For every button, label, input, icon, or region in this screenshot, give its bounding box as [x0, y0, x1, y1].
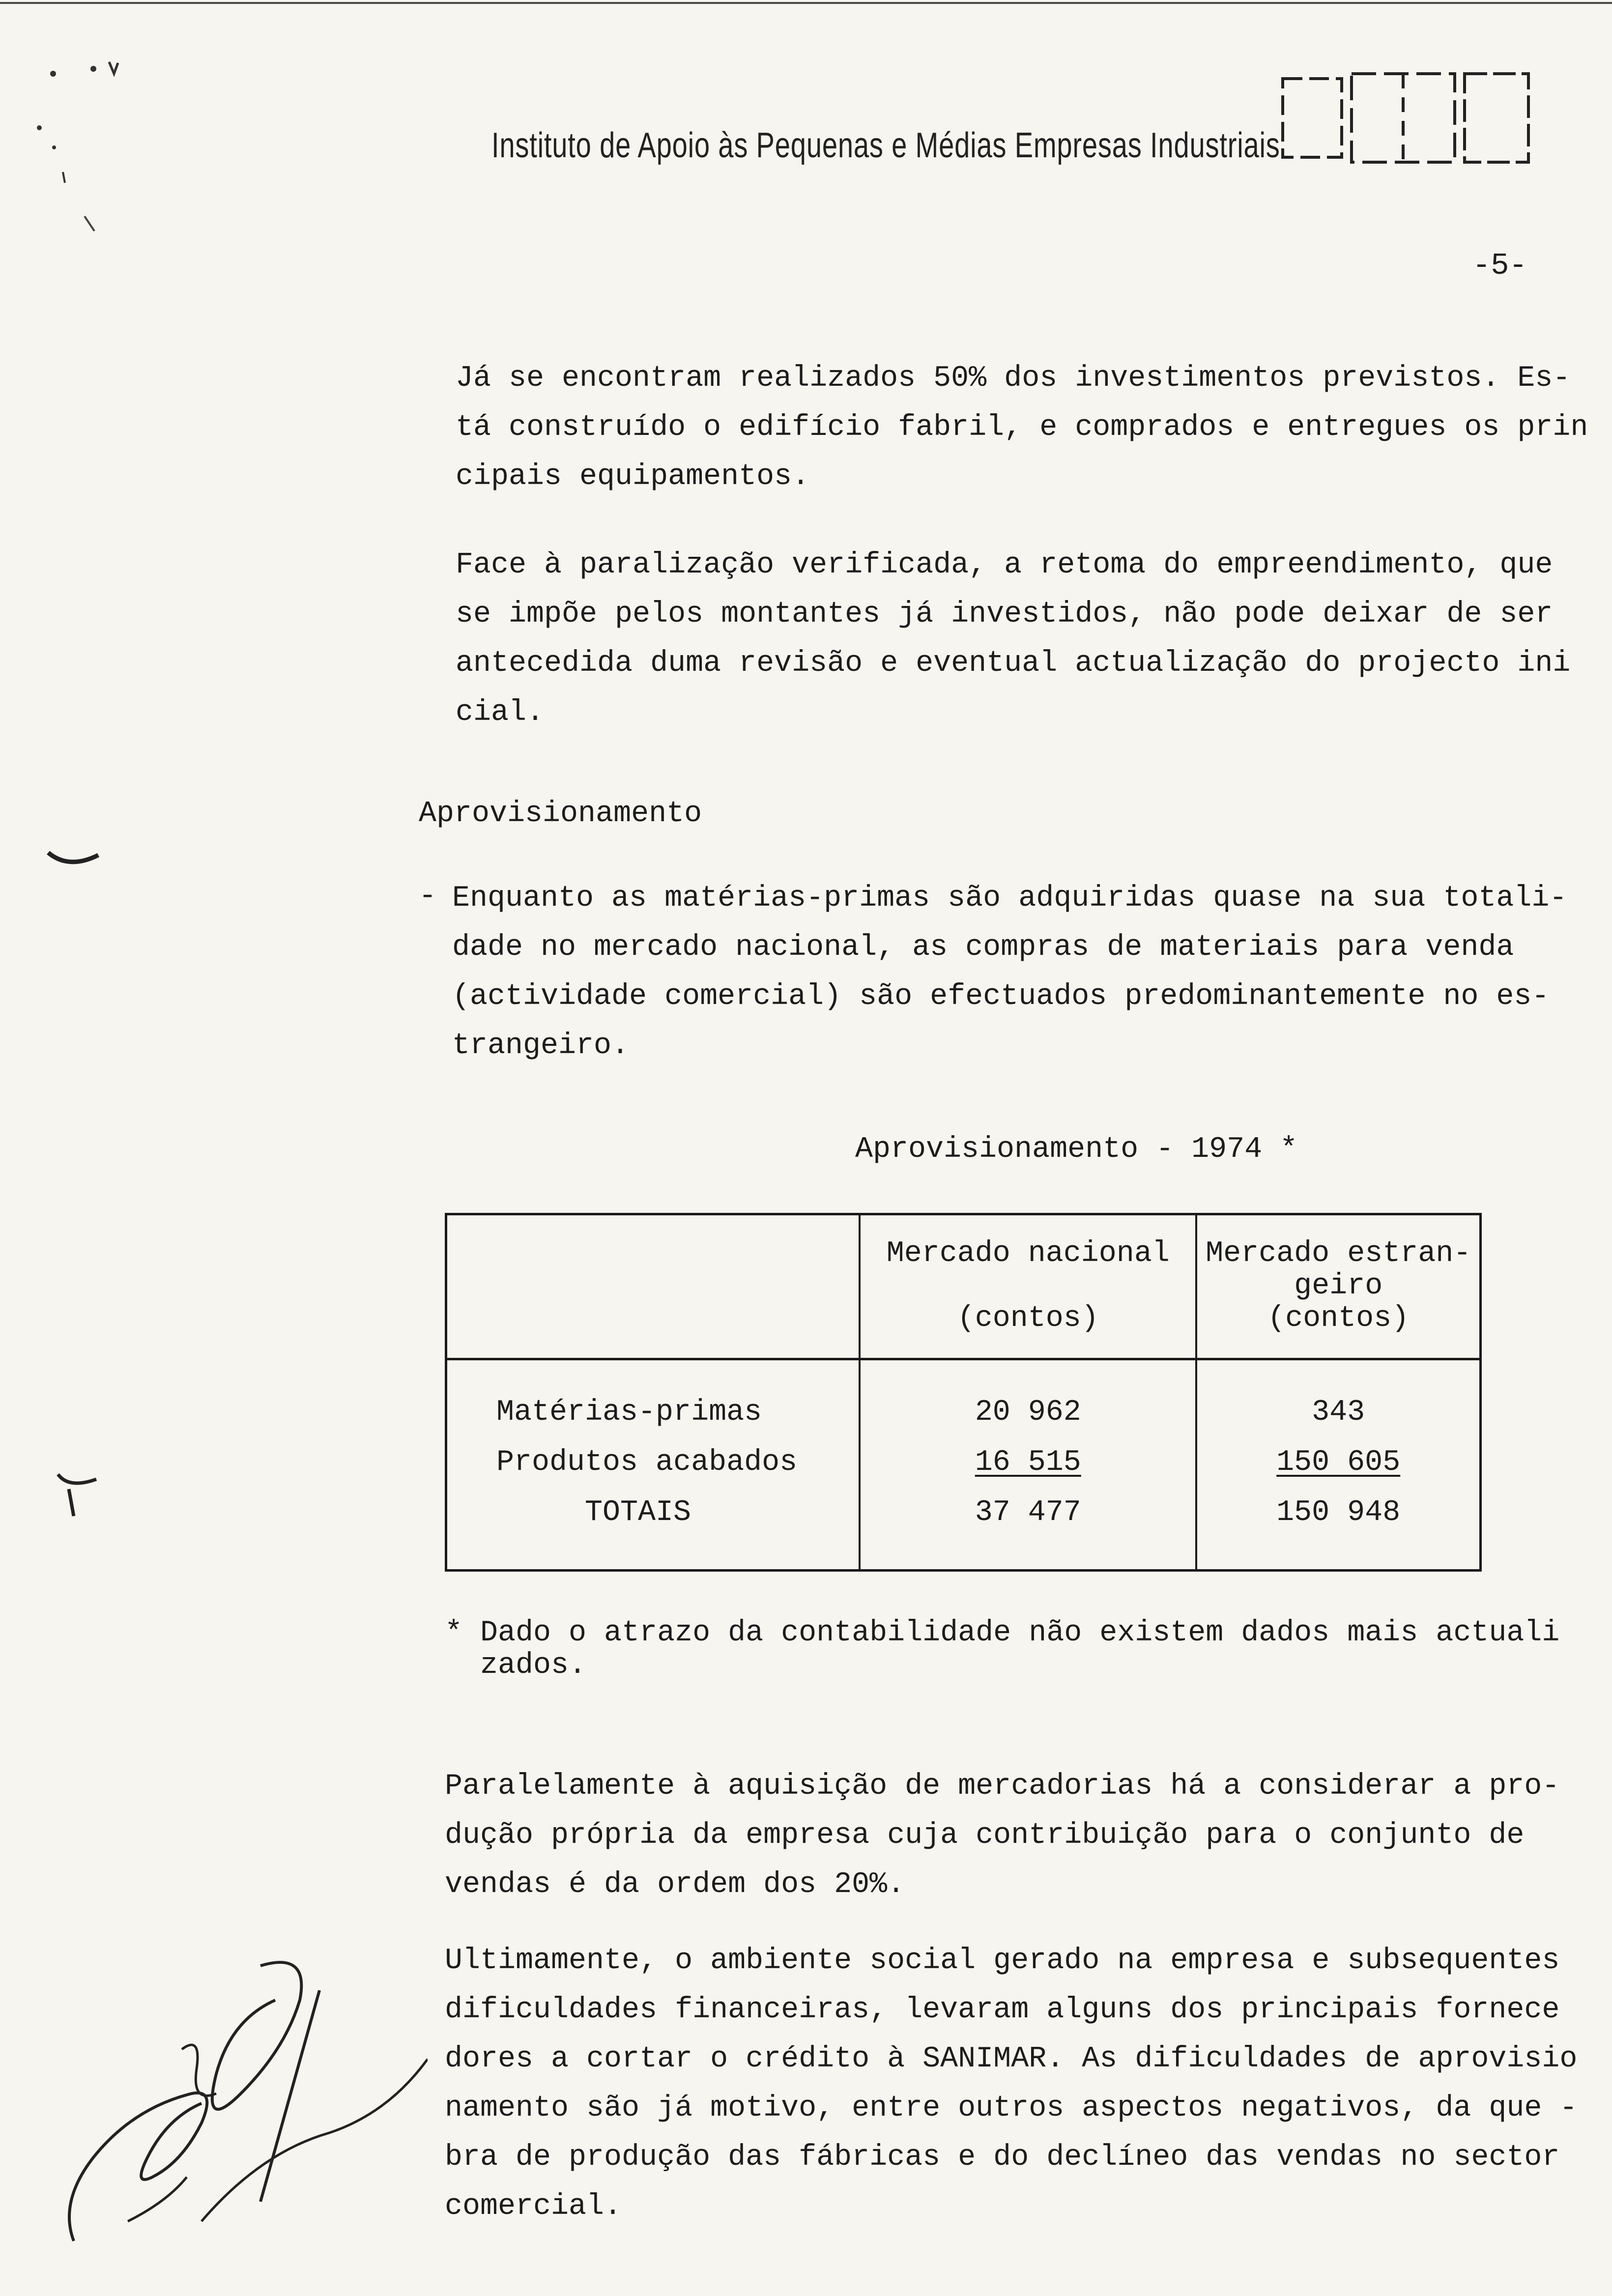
text-line: Ultimamente, o ambiente social gerado na empresa e subsequentes [445, 1944, 1560, 1978]
header-text: (contos) [957, 1302, 1099, 1335]
table-cell: 150 948 [1276, 1496, 1401, 1529]
header-text: geiro [1294, 1269, 1383, 1303]
text-line: tá construído o edifício fabril, e comprados e entregues os prin [456, 411, 1588, 444]
footnote [445, 1617, 1559, 1682]
table-cell: 20 962 [975, 1396, 1081, 1429]
header-mercado-estrangeiro [1196, 1214, 1480, 1359]
paragraph-ultimamente [445, 1936, 1577, 2231]
text-line: dificuldades financeiras, levaram alguns dos principais fornece [445, 1993, 1560, 2027]
header-text: (contos) [1267, 1302, 1410, 1335]
paragraph-paralelamente [445, 1762, 1559, 1909]
page-number: -5- [1472, 248, 1527, 283]
paragraph-retoma [456, 541, 1570, 737]
text-line: dução própria da empresa cuja contribuição para o conjunto de [445, 1819, 1525, 1852]
footnote-line: * Dado o atrazo da contabilidade não existem dados mais actuali [445, 1616, 1560, 1650]
table-caption: Aprovisionamento - 1974 * [855, 1133, 1298, 1166]
nacional-column [860, 1359, 1196, 1571]
institution-header: Instituto de Apoio às Pequenas e Médias Empresas Industriais [491, 126, 1280, 165]
text-line: (actividade comercial) são efectuados predominantemente no es- [452, 980, 1550, 1013]
paragraph-materias [452, 874, 1567, 1070]
text-line: vendas é da ordem dos 20%. [445, 1868, 905, 1901]
text-line: trangeiro. [452, 1029, 630, 1062]
header-mercado-nacional [860, 1214, 1196, 1359]
text-line: Enquanto as matérias-primas são adquiridas quase na sua totali- [452, 882, 1567, 915]
text-line: se impõe pelos montantes já investidos, não pode deixar de ser [456, 598, 1553, 631]
table-cell: 37 477 [975, 1496, 1081, 1529]
header-empty-cell [446, 1214, 860, 1359]
labels-column [446, 1359, 860, 1571]
table-cell: 150 605 [1276, 1446, 1401, 1479]
header-text: Mercado nacional [886, 1237, 1170, 1270]
table-body-row [446, 1359, 1481, 1571]
iapmei-logo-icon [1278, 69, 1533, 172]
text-line: cial. [456, 696, 545, 729]
text-line: namento são já motivo, entre outros aspectos negativos, da que - [445, 2092, 1578, 2125]
handwritten-signature-icon [54, 1946, 428, 2261]
row-label: Produtos acabados [496, 1446, 798, 1479]
text-line: Já se encontram realizados 50% dos investimentos previstos. Es- [456, 362, 1571, 395]
text-line: Face à paralização verificada, a retoma do empreendimento, que [456, 548, 1553, 582]
margin-marks [0, 0, 206, 1573]
paragraph-investimentos [456, 354, 1588, 501]
text-line: dores a cortar o crédito à SANIMAR. As dificuldades de aprovisio [445, 2042, 1578, 2076]
text-line: cipais equipamentos. [456, 460, 810, 493]
text-line: comercial. [445, 2190, 622, 2223]
table-cell: 343 [1312, 1396, 1365, 1429]
row-label: Matérias-primas [496, 1396, 762, 1429]
aprovisionamento-table [445, 1213, 1482, 1572]
footnote-line: zados. [445, 1649, 587, 1682]
table-header-row [446, 1214, 1481, 1359]
header-text: Mercado estran- [1206, 1237, 1471, 1270]
list-dash: - [419, 880, 437, 913]
estrangeiro-column [1196, 1359, 1480, 1571]
text-line: Paralelamente à aquisição de mercadorias há a considerar a pro- [445, 1770, 1560, 1803]
text-line: bra de produção das fábricas e do declíneo das vendas no sector [445, 2141, 1560, 2174]
text-line: dade no mercado nacional, as compras de materiais para venda [452, 931, 1514, 964]
section-heading: Aprovisionamento [419, 797, 702, 831]
top-rule [0, 2, 1612, 4]
row-label: TOTAIS [585, 1496, 691, 1529]
table-cell: 16 515 [975, 1446, 1081, 1479]
text-line: antecedida duma revisão e eventual actualização do projecto ini [456, 647, 1571, 680]
